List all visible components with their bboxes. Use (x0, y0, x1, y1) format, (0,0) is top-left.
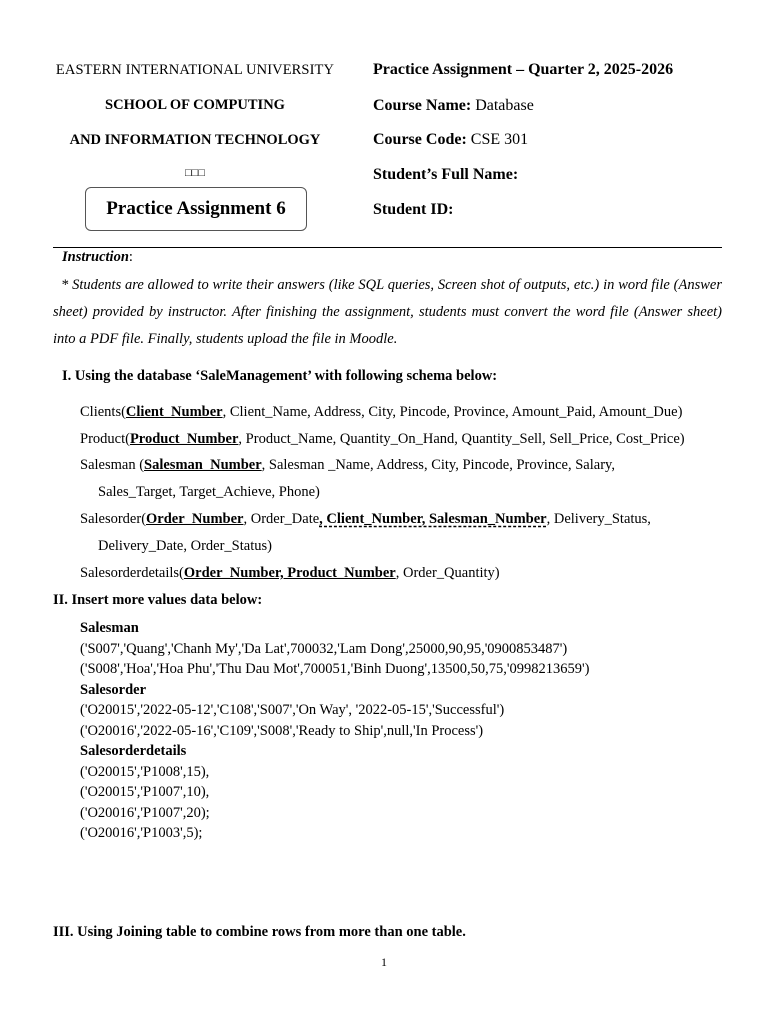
school-name-line1: SCHOOL OF COMPUTING (105, 97, 285, 113)
data-row: ('O20015','P1008',15), (80, 763, 210, 780)
assignment-quarter-line: Practice Assignment – Quarter 2, 2025-2026 (373, 61, 674, 78)
data-row: ('O20015','2022-05-12','C108','S007','On Way', '2022-05-15','Successful') (80, 702, 505, 718)
data-row: ('O20016','2022-05-16','C109','S008','Ready to Ship',null,'In Process') (80, 722, 484, 739)
schema-salesman-cont: Sales_Target, Target_Achieve, Phone) (98, 484, 320, 500)
primary-key: Order_Number, Product_Number (183, 565, 396, 581)
course-code-line (373, 131, 528, 149)
course-code-label: Course Code: (373, 131, 467, 148)
primary-key: Product_Number (129, 431, 239, 447)
primary-key: Order_Number (146, 511, 244, 527)
instruction-text: * Students are allowed to write their answers (like SQL queries, Screen shot of outputs, etc.) in word file (Answer sheet) provided by instructor. After finishing the assignment, students must convert the word file (Answer sheet) into a PDF file. Finally, students upload the file in Moodle. (53, 277, 722, 347)
ornament-icon: □□□ (185, 167, 205, 179)
course-code-value: CSE 301 (466, 131, 529, 148)
student-name-line: Student’s Full Name: (373, 166, 519, 183)
primary-key: Salesman_Number (144, 457, 262, 473)
schema-clients: Clients(Client_Number, Client_Name, Address, City, Pincode, Province, Amount_Paid, Amount_Due) (80, 404, 683, 420)
assignment-title: Practice Assignment 6 (106, 198, 286, 219)
section-2-heading: II. Insert more values data below: (53, 592, 263, 608)
schema-product: Product(Product_Number, Product_Name, Quantity_On_Hand, Quantity_Sell, Sell_Price, Cost_Price) (80, 431, 685, 447)
course-name-line (373, 97, 534, 115)
section-3-heading: III. Using Joining table to combine rows from more than one table. (53, 924, 466, 940)
salesman-heading: Salesman (80, 620, 139, 636)
schema-salesorder: Salesorder(Order_Number, Order_Date, Client_Number, Salesman_Number, Delivery_Status, (80, 511, 651, 527)
data-row: ('O20016','P1007',20); (80, 804, 210, 821)
data-row: ('S007','Quang','Chanh My','Da Lat',700032,'Lam Dong',25000,90,95,'0900853487') (80, 640, 568, 657)
school-name-line2: AND INFORMATION TECHNOLOGY (69, 132, 321, 148)
primary-key: Client_Number (125, 404, 223, 420)
ornament-glyphs (50, 167, 340, 179)
foreign-keys: , Client_Number, Salesman_Number (319, 511, 547, 527)
assignment-title-box (85, 187, 307, 231)
salesorderdetails-heading: Salesorderdetails (80, 743, 187, 759)
instruction-heading: Instruction: (62, 249, 133, 265)
data-row: ('O20015','P1007',10), (80, 784, 210, 800)
student-id-line: Student ID: (373, 201, 454, 218)
page-number: 1 (381, 955, 387, 969)
university-name: EASTERN INTERNATIONAL UNIVERSITY (55, 62, 335, 78)
data-row: ('O20016','P1003',5); (80, 825, 203, 841)
schema-salesman: Salesman (Salesman_Number, Salesman _Name, Address, City, Pincode, Province, Salary, (80, 457, 615, 473)
course-name-value: Database (471, 97, 534, 114)
course-name-label: Course Name: (373, 97, 472, 114)
insert-data-block (80, 618, 589, 844)
data-row: ('S008','Hoa','Hoa Phu','Thu Dau Mot',700051,'Binh Duong',13500,50,75,'0998213659') (80, 661, 590, 677)
schema-salesorder-cont: Delivery_Date, Order_Status) (98, 538, 272, 554)
salesorder-heading: Salesorder (80, 681, 147, 698)
header-divider (53, 247, 722, 248)
section-1-heading: I. Using the database ‘SaleManagement’ with following schema below: (62, 368, 498, 384)
schema-salesorderdetails: Salesorderdetails(Order_Number, Product_Number, Order_Quantity) (80, 565, 500, 581)
